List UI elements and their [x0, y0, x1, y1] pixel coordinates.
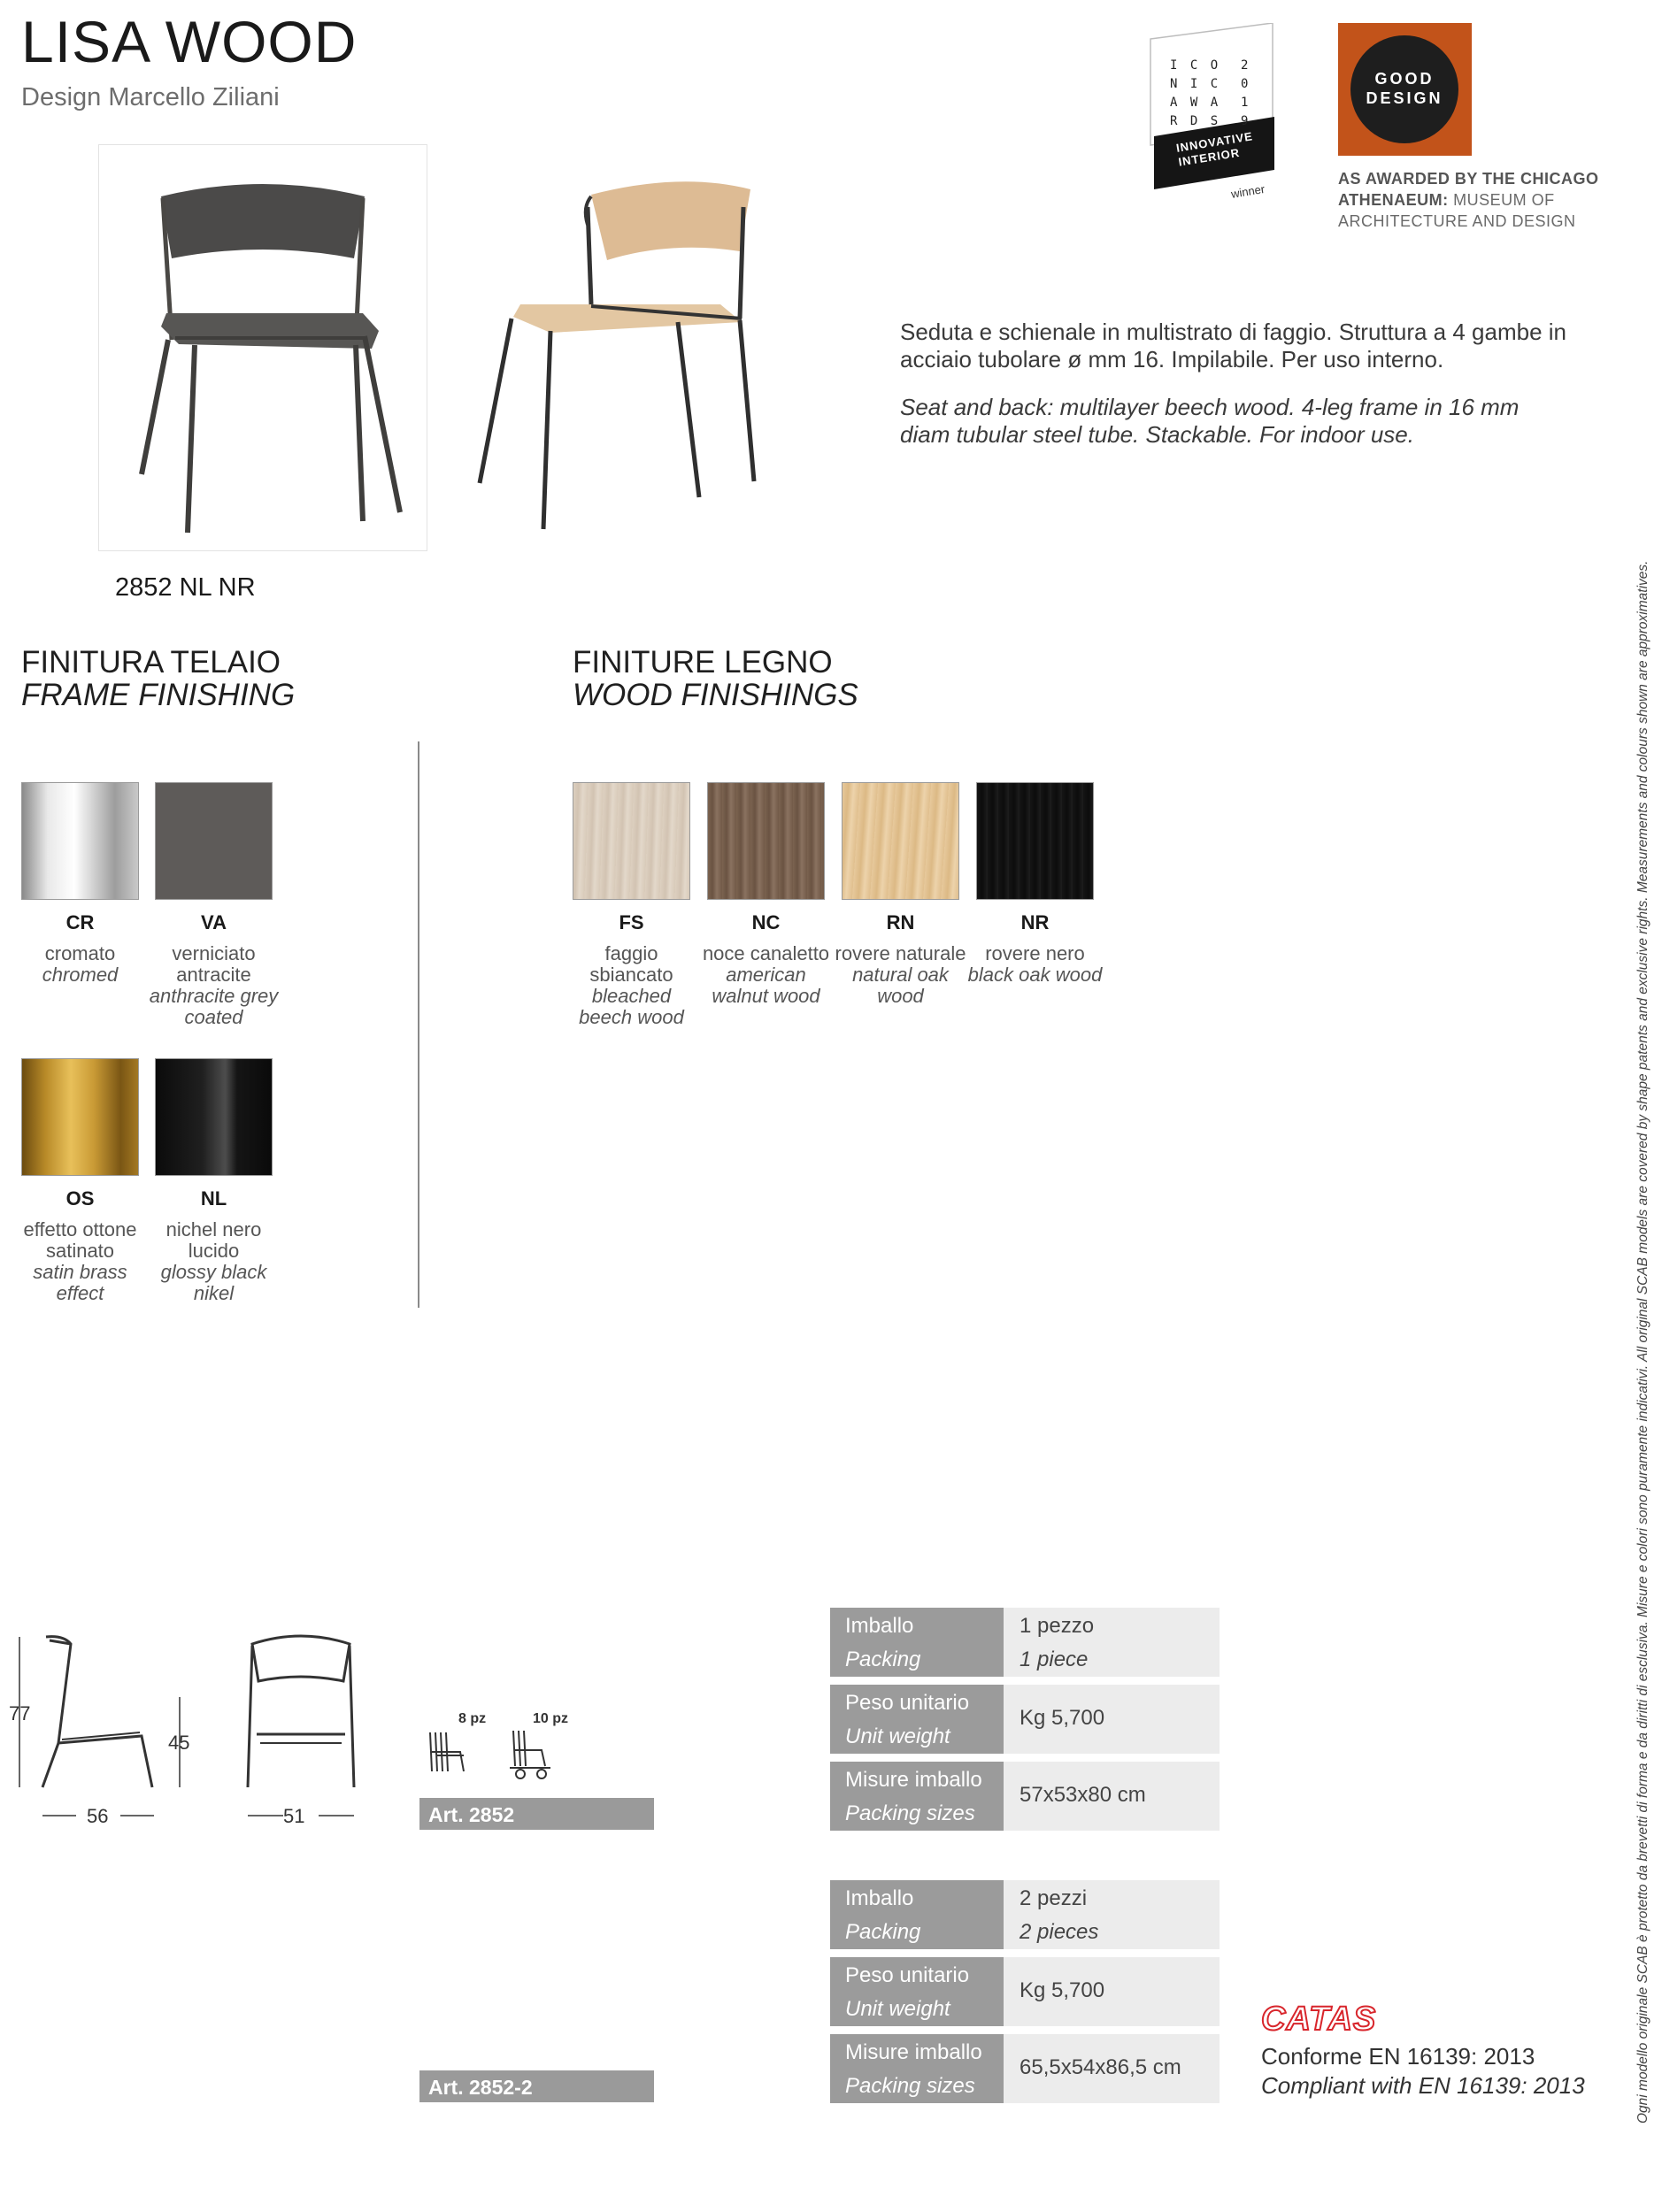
- finish-name-en: chromed: [42, 964, 119, 986]
- trolley-stack-icon: [508, 1725, 558, 1782]
- row-label-en: Packing sizes: [845, 1801, 975, 1825]
- row-value: 65,5x54x86,5 cm: [1020, 2055, 1181, 2079]
- article-label: Art. 2852-2: [419, 2070, 654, 2102]
- packing-sizes-row: [830, 2034, 1220, 2103]
- row-label-it: Peso unitario: [845, 1691, 970, 1715]
- dimension-width: 51: [283, 1805, 305, 1827]
- iconic-year-digit: 0: [1241, 77, 1249, 91]
- frame-finishing-title-en: FRAME FINISHING: [21, 678, 296, 712]
- iconic-year-digit: 9: [1241, 114, 1249, 128]
- certification-line-en: Compliant with EN 16139: 2013: [1261, 2072, 1585, 2099]
- finish-name-it: cromato: [44, 942, 116, 964]
- dimension-height: 77: [9, 1702, 31, 1724]
- wood-name: [564, 943, 699, 1028]
- finish-name-it: effetto ottone satinato: [23, 1218, 137, 1262]
- anthracite-swatch: [155, 782, 273, 900]
- designer-credit: Design Marcello Ziliani: [21, 83, 280, 111]
- wood-finishings-heading: [573, 646, 858, 711]
- row-label-en: Packing: [845, 1647, 921, 1671]
- wood-finishings-title-en: WOOD FINISHINGS: [573, 678, 858, 712]
- iconic-letters-1: I C O: [1170, 58, 1221, 73]
- finish-code: NL: [200, 1187, 227, 1210]
- description-english: Seat and back: multilayer beech wood. 4-leg frame in 16 mm diam tubular steel tube. Stackable. For indoor use.: [900, 394, 1520, 448]
- stack-icon: [425, 1725, 474, 1778]
- wood-name: [833, 943, 968, 1007]
- certification-text: [1261, 2042, 1585, 2101]
- row-label-it: Imballo: [845, 1886, 914, 1910]
- iconic-awards-logo: [1142, 23, 1283, 209]
- natural-oak-swatch: [842, 782, 959, 900]
- good-design-badge: [1338, 23, 1472, 156]
- wood-name-it: rovere naturale: [835, 942, 966, 964]
- good-design-caption-bold: AS AWARDED BY THE CHICAGO ATHENAEUM:: [1338, 170, 1599, 209]
- finish-name-it: nichel nero lucido: [165, 1218, 262, 1262]
- finish-code: OS: [65, 1187, 95, 1210]
- wood-finishings-title-it: FINITURE LEGNO: [573, 645, 833, 680]
- finish-name-it: verniciato antracite: [172, 942, 256, 986]
- dimension-depth: 56: [87, 1805, 109, 1827]
- wood-name: [967, 943, 1103, 986]
- row-value: Kg 5,700: [1020, 1706, 1105, 1730]
- row-value-it: 1 pezzo: [1020, 1614, 1095, 1638]
- row-value-en: 2 pieces: [1020, 1920, 1099, 1944]
- side-view-drawing: [0, 1619, 204, 1832]
- finish-name: [12, 1219, 148, 1304]
- wood-code: NC: [751, 911, 781, 933]
- iconic-letters-3: A W A: [1170, 96, 1221, 110]
- finish-name-en: anthracite grey coated: [149, 985, 279, 1028]
- row-label-en: Packing sizes: [845, 2074, 975, 2098]
- finish-code: VA: [201, 911, 227, 933]
- frame-finishing-title-it: FINITURA TELAIO: [21, 645, 281, 680]
- wood-name-it: faggio sbiancato: [589, 942, 673, 986]
- chair-photo-wood: [458, 154, 768, 543]
- iconic-banner-text: INNOVATIVE INTERIOR: [1175, 129, 1254, 169]
- glossy-black-swatch: [155, 1058, 273, 1176]
- row-value: Kg 5,700: [1020, 1978, 1105, 2002]
- good-design-caption-rest: MUSEUM OF ARCHITECTURE AND DESIGN: [1338, 191, 1576, 230]
- section-divider: [418, 741, 419, 1308]
- good-design-caption: [1338, 168, 1604, 232]
- row-label-it: Misure imballo: [845, 1768, 982, 1792]
- wood-name-en: bleached beech wood: [579, 985, 684, 1028]
- wood-name: [698, 943, 834, 1007]
- finish-code: CR: [65, 911, 95, 933]
- wood-code: NR: [1020, 911, 1050, 933]
- row-label-it: Misure imballo: [845, 2040, 982, 2064]
- finish-name-en: glossy black nikel: [160, 1261, 267, 1304]
- iconic-letters-4: R D S: [1170, 114, 1221, 128]
- iconic-letters-2: N I C: [1170, 77, 1221, 91]
- dimension-seat-height: 45: [168, 1732, 190, 1754]
- chair-photo-dark: [98, 144, 427, 551]
- row-label-it: Imballo: [845, 1614, 914, 1638]
- row-value: 57x53x80 cm: [1020, 1783, 1146, 1807]
- wood-code: RN: [886, 911, 915, 933]
- good-design-word-2: DESIGN: [1366, 89, 1443, 107]
- unit-weight-row: [830, 1685, 1220, 1754]
- wood-code: FS: [619, 911, 644, 933]
- stack-count-b: 10 pz: [533, 1711, 569, 1726]
- wood-name-en: natural oak wood: [852, 964, 949, 1007]
- bleached-beech-swatch: [573, 782, 690, 900]
- packing-row: [830, 1880, 1220, 1949]
- product-title: LISA WOOD: [21, 9, 358, 74]
- packing-sizes-row: [830, 1762, 1220, 1831]
- wood-name-en: black oak wood: [967, 964, 1103, 986]
- row-label-it: Peso unitario: [845, 1963, 970, 1987]
- finish-name: [12, 943, 148, 986]
- iconic-winner-text: winner: [1230, 182, 1266, 201]
- frame-finishing-heading: [21, 646, 295, 711]
- catas-logo: CATAS: [1261, 2001, 1377, 2038]
- chrome-swatch: [21, 782, 139, 900]
- row-value-it: 2 pezzi: [1020, 1886, 1088, 1910]
- packing-row: [830, 1608, 1220, 1677]
- wood-name-it: rovere nero: [985, 942, 1085, 964]
- unit-weight-row: [830, 1957, 1220, 2026]
- black-oak-swatch: [976, 782, 1094, 900]
- brass-swatch: [21, 1058, 139, 1176]
- finish-name-en: satin brass effect: [33, 1261, 127, 1304]
- good-design-word-1: GOOD: [1374, 70, 1435, 88]
- legal-side-note: Ogni modello originale SCAB è protetto da brevetti di forma e da diritti di esclusiva. Misure e colori sono puramente indicativi. All original SCAB models are covered by shape patents and exclusive rights. Measurements and colours shown are approximatives.: [1635, 560, 1650, 2124]
- row-label-en: Unit weight: [845, 1724, 950, 1748]
- article-label: Art. 2852: [419, 1798, 654, 1830]
- iconic-year-digit: 2: [1241, 58, 1249, 73]
- front-view-drawing: [230, 1619, 372, 1832]
- certification-line-it: Conforme EN 16139: 2013: [1261, 2043, 1535, 2070]
- row-label-en: Packing: [845, 1920, 921, 1944]
- walnut-swatch: [707, 782, 825, 900]
- wood-name-it: noce canaletto: [702, 942, 830, 964]
- stack-count-a: 8 pz: [458, 1711, 487, 1726]
- product-code-caption: 2852 NL NR: [115, 573, 256, 602]
- row-label-en: Unit weight: [845, 1997, 950, 2021]
- description-italian: Seduta e schienale in multistrato di faggio. Struttura a 4 gambe in acciaio tubolare ø mm 16. Impilabile. Per uso interno.: [900, 319, 1566, 373]
- finish-name: [146, 1219, 281, 1304]
- iconic-year-digit: 1: [1241, 96, 1249, 110]
- wood-name-en: american walnut wood: [712, 964, 820, 1007]
- row-value-en: 1 piece: [1020, 1647, 1089, 1671]
- finish-name: [146, 943, 281, 1028]
